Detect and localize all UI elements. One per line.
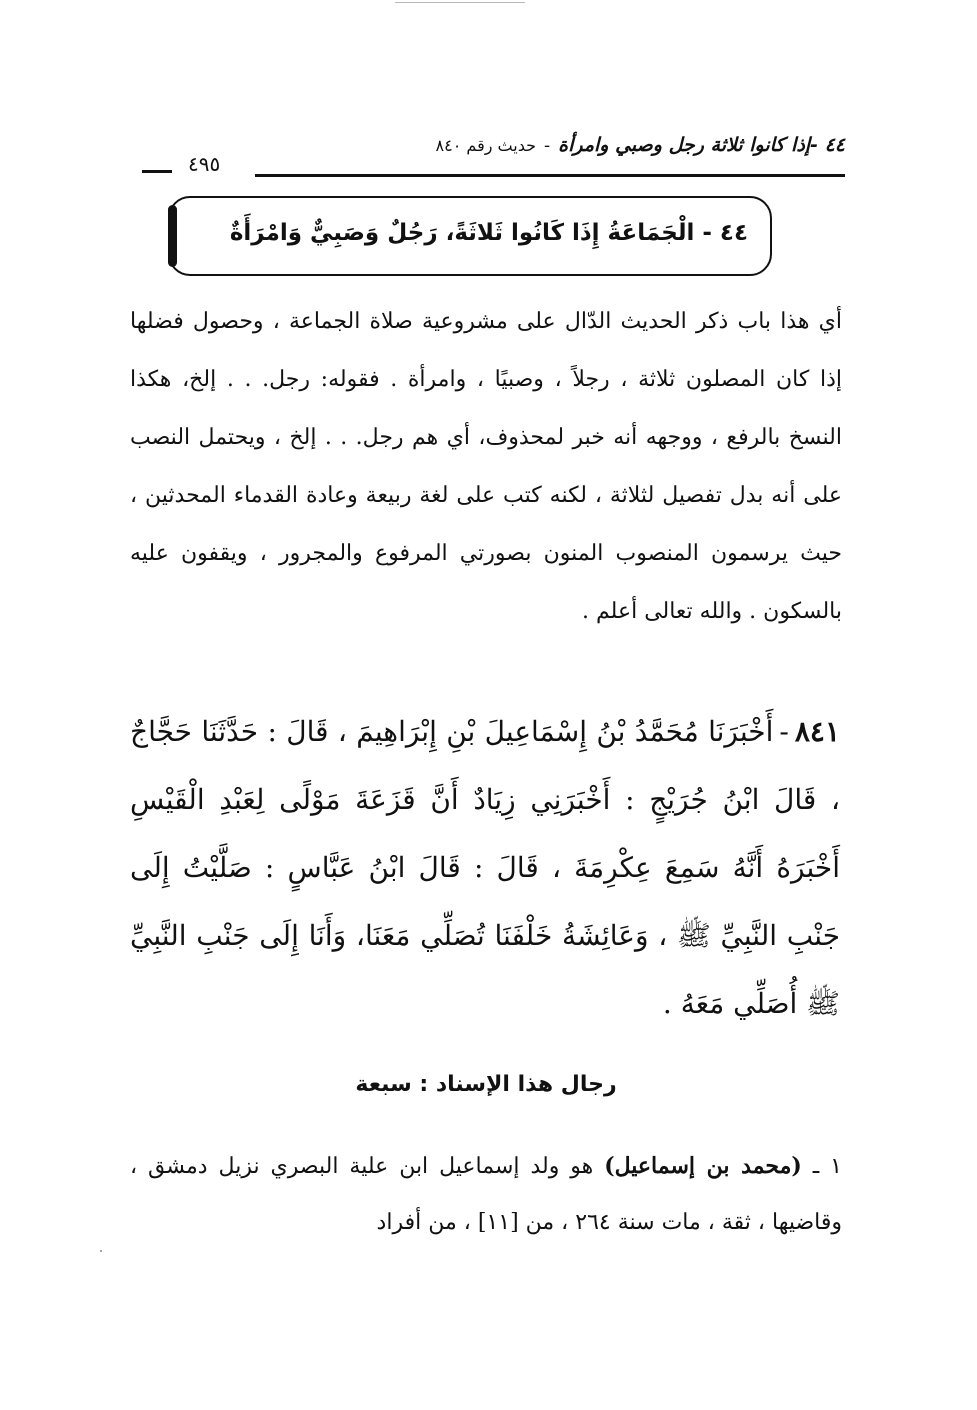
intro-paragraph: أي هذا باب ذكر الحديث الدّال على مشروعية صلاة الجماعة ، وحصول فضلها إذا كان المصلون ثلاثة ، رجلاً ، وصبيًا ، وامرأة . فقوله: رجل. . . إلخ، هكذا النسخ بالرفع ، ووجهه أنه خبر لمحذوف، أي هم رجل. . . إلخ ، ويحتمل النصب على أنه بدل تفصيل لثلاثة ، لكنه كتب على لغة ربيعة وعادة القدماء المحدثين ، حيث يرسمون المنصوب المنون بصورتي المرفوع والمجرور ، ويقفون عليه بالسكون . والله تعالى أعلم . — [130, 309, 842, 624]
chapter-frame-bar — [168, 205, 177, 267]
page-number: ٤٩٥ — [188, 152, 221, 176]
header-hadith-ref: حديث رقم ٨٤٠ — [435, 136, 536, 155]
chapter-title-frame — [168, 196, 772, 276]
running-header — [130, 130, 845, 178]
hadith-dash: - — [779, 715, 789, 748]
narrator-entry-number: ١ ـ — [812, 1154, 842, 1179]
hadith-number: ٨٤١ — [794, 715, 840, 748]
scan-edge-line — [395, 2, 525, 3]
narrator-entry — [130, 1138, 842, 1251]
chapter-title: ٤٤ - الْجَمَاعَةُ إِذَا كَانُوا ثَلاثَةً، رَجُلٌ وَصَبِيٌّ وَامْرَأَةٌ — [229, 220, 748, 246]
hadith-text: أَخْبَرَنَا مُحَمَّدُ بْنُ إِسْمَاعِيلَ بْنِ إِبْرَاهِيمَ ، قَالَ : حَدَّثَنَا حَجَّاجٌ ، قَالَ ابْنُ جُرَيْجٍ : أَخْبَرَنِي زِيَادٌ أَنَّ قَزَعَةَ مَوْلًى لِعَبْدِ الْقَيْسِ أَخْبَرَهُ أَنَّهُ سَمِعَ عِكْرِمَةَ ، قَالَ : قَالَ ابْنُ عَبَّاسٍ : صَلَّيْتُ إِلَى جَنْبِ النَّبِيِّ ﷺ ، وَعَائِشَةُ خَلْفَنَا تُصَلِّي مَعَنَا، وَأَنَا إِلَى جَنْبِ النَّبِيِّ ﷺ أُصَلِّي مَعَهُ . — [130, 715, 840, 1020]
narrators-heading: رجال هذا الإسناد : سبعة — [355, 1072, 617, 1097]
running-header-title — [436, 134, 845, 156]
header-section-title: ٤٤ -إذا كانوا ثلاثة رجل وصبي وامرأة — [558, 134, 845, 156]
scan-speck — [100, 1250, 102, 1252]
header-separator: - — [543, 136, 551, 156]
page-number-dash — [142, 170, 172, 173]
header-rule — [255, 174, 845, 177]
narrator-description: هو ولد إسماعيل ابن علية البصري نزيل دمشق ، وقاضيها ، ثقة ، مات سنة ٢٦٤ ، من [١١] ، من أفراد — [130, 1154, 842, 1235]
narrator-name: (محمد بن إسماعيل) — [604, 1153, 802, 1179]
hadith-block — [130, 698, 840, 1038]
